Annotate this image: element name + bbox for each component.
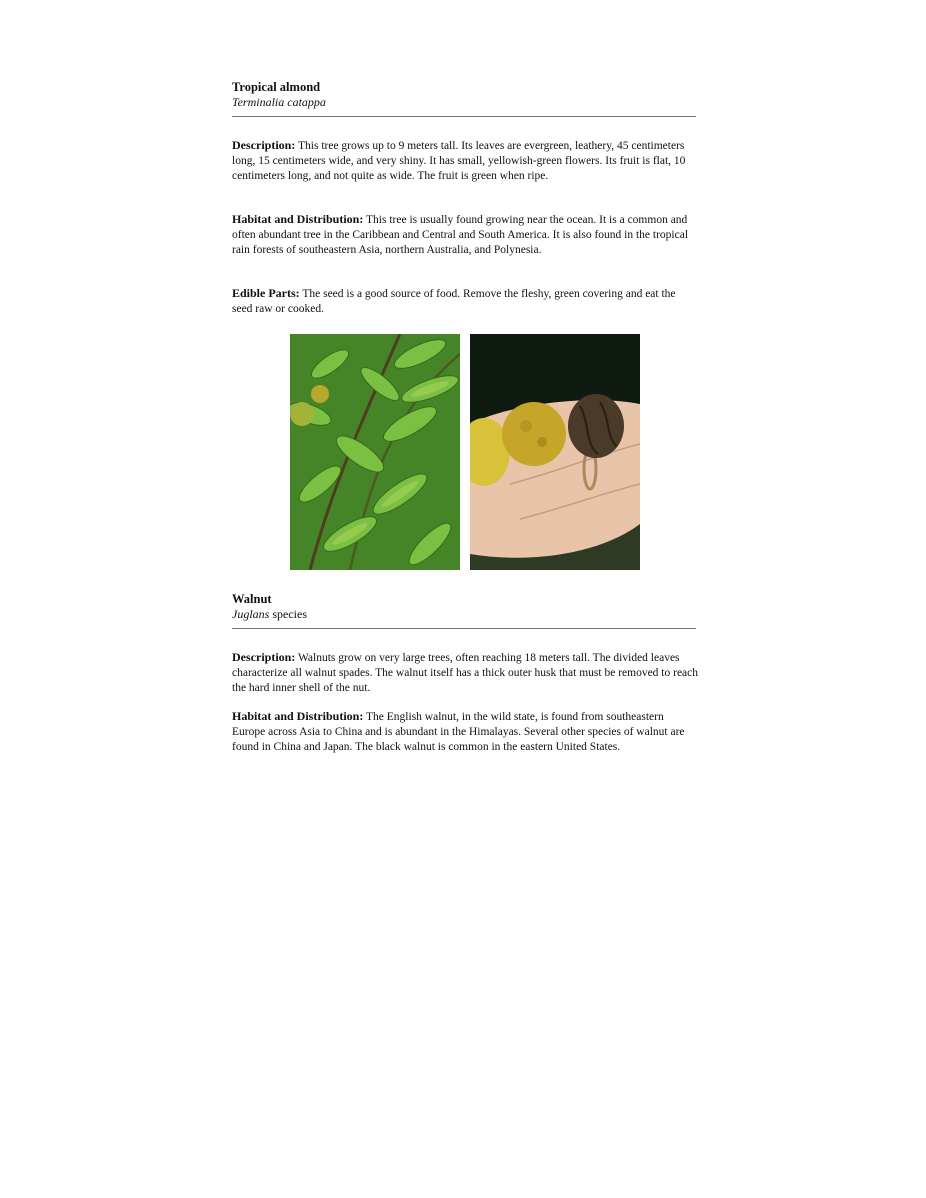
common-name: Tropical almond xyxy=(232,80,321,94)
scientific-name xyxy=(232,95,696,110)
scientific-name-italic: Terminalia catappa xyxy=(232,95,326,109)
edible-parts-text: The seed is a good source of food. Remove the fleshy, green covering and eat the seed raw or cooked. xyxy=(232,288,676,315)
section-divider xyxy=(232,628,696,629)
description-label: Description: xyxy=(232,650,296,664)
entry-title-block-walnut xyxy=(232,592,696,622)
description-text: This tree grows up to 9 meters tall. Its leaves are evergreen, leathery, 45 centimeters long, 15 centimeters wide, and very shiny. It has small, yellowish-green flowers. Its fruit is flat, 10 centimeters long, and not quite as wide. The fruit is green when ripe. xyxy=(232,140,686,182)
description-paragraph xyxy=(232,650,698,696)
walnuts-in-hand-illustration xyxy=(470,334,640,570)
habitat-paragraph xyxy=(232,212,698,258)
walnut-leaves-illustration xyxy=(290,334,460,570)
edible-parts-paragraph xyxy=(232,286,698,317)
entry-title-block-tropical-almond xyxy=(232,80,696,110)
edible-parts-label: Edible Parts: xyxy=(232,286,300,300)
habitat-label: Habitat and Distribution: xyxy=(232,709,364,723)
description-text: Walnuts grow on very large trees, often reaching 18 meters tall. The divided leaves characterize all walnut spades. The walnut itself has a thick outer husk that must be removed to reach the hard inner shell of the nut. xyxy=(232,652,699,694)
habitat-text: This tree is usually found growing near the ocean. It is a common and often abundant tree in the Caribbean and Central and South America. It is also found in the tropical rain forests of southeastern Asia, northern Australia, and Polynesia. xyxy=(232,214,689,256)
scientific-name-suffix: species xyxy=(269,607,307,621)
habitat-text: The English walnut, in the wild state, is found from southeastern Europe across Asia to China and is abundant in the Himalayas. Several other species of walnut are found in China and Japan. The black walnut is common in the eastern United States. xyxy=(232,711,685,753)
habitat-label: Habitat and Distribution: xyxy=(232,212,364,226)
common-name: Walnut xyxy=(232,592,272,606)
walnut-leaves-photo xyxy=(290,334,460,570)
description-label: Description: xyxy=(232,138,296,152)
scientific-name xyxy=(232,607,696,622)
description-paragraph xyxy=(232,138,698,184)
section-divider xyxy=(232,116,696,117)
scientific-name-italic: Juglans xyxy=(232,607,270,621)
habitat-paragraph xyxy=(232,709,698,755)
walnuts-in-hand-photo xyxy=(470,334,640,570)
